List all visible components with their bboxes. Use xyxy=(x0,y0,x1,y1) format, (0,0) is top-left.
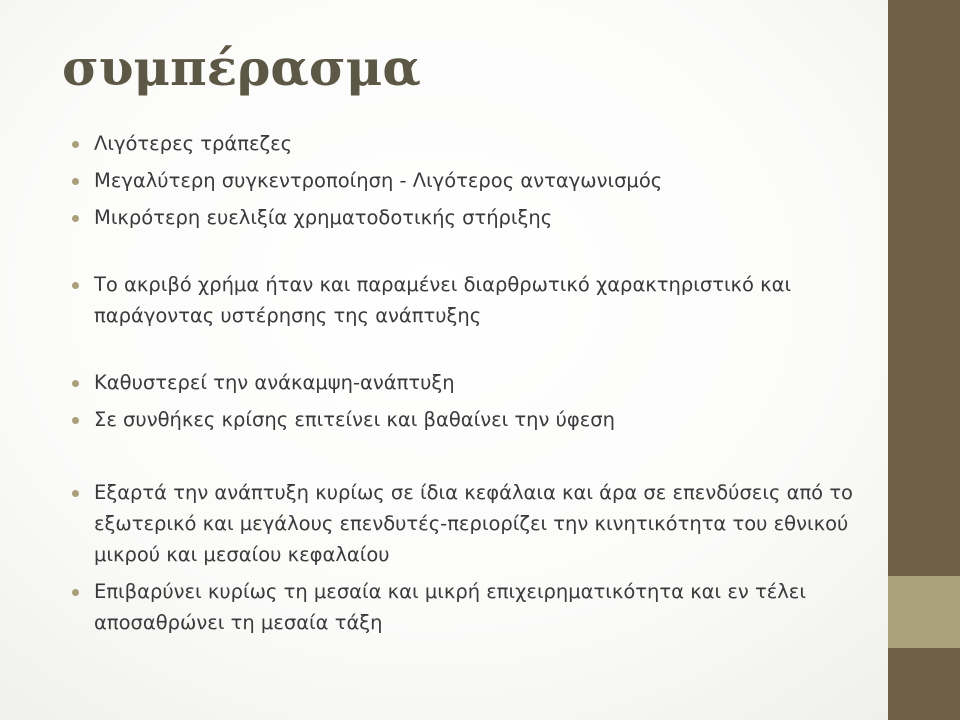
bullet-dot-icon xyxy=(72,589,79,596)
bullet-item xyxy=(70,367,870,398)
slide-title: συμπέρασμα xyxy=(62,38,421,97)
bullet-item xyxy=(70,576,870,638)
bullet-text: Καθυστερεί την ανάκαμψη-ανάπτυξη xyxy=(94,371,455,394)
bullet-text: Μικρότερη ευελιξία χρηματοδοτικής στήριξης xyxy=(94,206,553,229)
bullet-dot-icon xyxy=(72,215,79,222)
bullet-item xyxy=(70,269,870,331)
bullet-item xyxy=(70,128,870,159)
bullet-dot-icon xyxy=(72,380,79,387)
bullet-text: Επιβαρύνει κυρίως τη μεσαία και μικρή επιχειρηματικότητα και εν τέλει αποσαθρώνει τη μεσαία τάξη xyxy=(94,580,806,634)
bullet-dot-icon xyxy=(72,141,79,148)
right-bar-accent-band xyxy=(888,576,960,648)
bullet-text: Εξαρτά την ανάπτυξη κυρίως σε ίδια κεφάλαια και άρα σε επενδύσεις από το εξωτερικό και μεγάλους επενδυτές-περιορίζει την κινητικότητα του εθνικού μικρού και μεσαίου κεφαλαίου xyxy=(94,481,853,566)
bullet-dot-icon xyxy=(72,282,79,289)
bullet-item xyxy=(70,165,870,196)
bullet-list xyxy=(70,128,870,638)
right-decorative-bar xyxy=(888,0,960,720)
bullet-dot-icon xyxy=(72,417,79,424)
bullet-item xyxy=(70,477,870,570)
bullet-dot-icon xyxy=(72,490,79,497)
bullet-dot-icon xyxy=(72,178,79,185)
bullet-item xyxy=(70,202,870,233)
bullet-text: Μεγαλύτερη συγκεντροποίηση - Λιγότερος ανταγωνισμός xyxy=(94,169,663,192)
bullet-text: Λιγότερες τράπεζες xyxy=(94,132,293,155)
bullet-item xyxy=(70,404,870,435)
bullet-text: Σε συνθήκες κρίσης επιτείνει και βαθαίνει την ύφεση xyxy=(94,408,616,431)
bullet-text: Το ακριβό χρήμα ήταν και παραμένει διαρθρωτικό χαρακτηριστικό και παράγοντας υστέρησης της ανάπτυξης xyxy=(94,273,792,327)
